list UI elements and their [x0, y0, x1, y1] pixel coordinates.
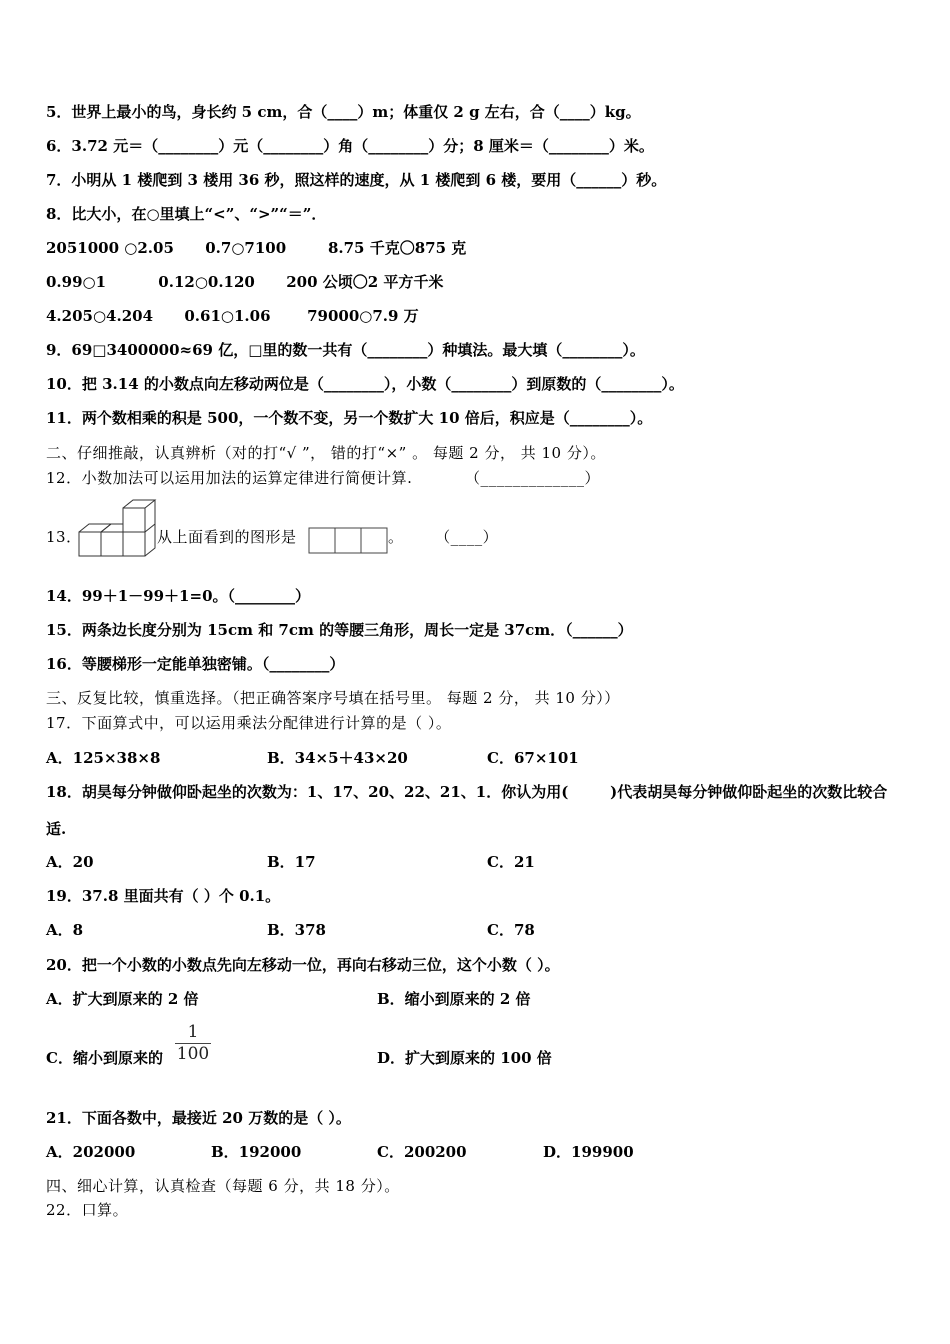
q21-option-b[interactable]: B．192000: [211, 1143, 302, 1161]
question-5: 5．世界上最小的鸟，身长约 5 cm，合（____）m；体重仅 2 g 左右，合（____）kg。: [46, 103, 641, 121]
cube-stack-figure: [77, 498, 159, 560]
q20-fraction: [175, 1022, 211, 1064]
question-17: 17．下面算式中，可以运用乘法分配律进行计算的是（ ）。: [46, 714, 452, 732]
question-16: 16．等腰梯形一定能单独密铺。（________）: [46, 655, 345, 673]
question-22: 22．口算。: [46, 1201, 129, 1219]
q20-option-b[interactable]: B．缩小到原来的 2 倍: [377, 990, 531, 1008]
question-8-row-1: 2051000 ○2.05 0.7○7100 8.75 千克〇875 克: [46, 239, 467, 257]
question-12: 12．小数加法可以运用加法的运算定律进行简便计算. （_____________）: [46, 469, 601, 487]
fraction-denominator: 100: [176, 1044, 210, 1064]
q20-option-d[interactable]: D．扩大到原来的 100 倍: [377, 1049, 552, 1067]
question-8-row-3: 4.205○4.204 0.61○1.06 79000○7.9 万: [46, 307, 419, 325]
question-9: 9．69□3400000≈69 亿，□里的数一共有（________）种填法。最大填（________）。: [46, 341, 645, 359]
q20-option-a[interactable]: A．扩大到原来的 2 倍: [46, 990, 199, 1008]
question-21: 21．下面各数中，最接近 20 万数的是（ ）。: [46, 1109, 351, 1127]
section-3-heading: 三、反复比较，慎重选择。（把正确答案序号填在括号里。 每题 2 分， 共 10 分））: [46, 689, 620, 707]
q18-option-a[interactable]: A．20: [46, 853, 94, 871]
q21-option-c[interactable]: C．200200: [377, 1143, 467, 1161]
question-10: 10．把 3.14 的小数点向左移动两位是（________），小数（________）到原数的（________）。: [46, 375, 684, 393]
q17-option-a[interactable]: A．125×38×8: [46, 749, 161, 767]
q21-option-a[interactable]: A．202000: [46, 1143, 136, 1161]
top-view-figure: [308, 527, 388, 555]
question-13-text: 从上面看到的图形是: [157, 528, 297, 546]
question-19: 19．37.8 里面共有（ ）个 0.1。: [46, 887, 281, 905]
question-14: 14．99＋1－99＋1=0。（________）: [46, 587, 311, 605]
q20-option-c[interactable]: C．缩小到原来的: [46, 1049, 163, 1067]
q18-option-b[interactable]: B．17: [267, 853, 316, 871]
q19-option-b[interactable]: B．378: [267, 921, 326, 939]
question-8: 8．比大小，在○里填上“<”、“>”“＝”．: [46, 205, 327, 223]
q19-option-a[interactable]: A．8: [46, 921, 84, 939]
question-13-tail: 。 （____）: [388, 528, 499, 546]
q17-option-c[interactable]: C．67×101: [487, 749, 579, 767]
question-15: 15．两条边长度分别为 15cm 和 7cm 的等腰三角形，周长一定是 37cm．（______）: [46, 621, 633, 639]
q17-option-b[interactable]: B．34×5＋43×20: [267, 749, 408, 767]
question-6: 6．3.72 元＝（________）元（________）角（________）分；8 厘米＝（________）米。: [46, 137, 654, 155]
question-8-row-2: 0.99○1 0.12○0.120 200 公顷〇2 平方千米: [46, 273, 444, 291]
q18-option-c[interactable]: C．21: [487, 853, 535, 871]
question-18-line-2: 适.: [46, 820, 67, 838]
section-2-heading: 二、仔细推敲，认真辨析（对的打“√ ”， 错的打“×” 。 每题 2 分， 共 10 分）。: [46, 444, 606, 462]
question-18-line-1: 18．胡昊每分钟做仰卧起坐的次数为：1、17、20、22、21、1．你认为用( )代表胡昊每分钟做仰卧起坐的次数比较合: [46, 783, 888, 801]
q21-option-d[interactable]: D．199900: [543, 1143, 634, 1161]
question-11: 11．两个数相乘的积是 500，一个数不变，另一个数扩大 10 倍后，积应是（________）。: [46, 409, 653, 427]
fraction-numerator: 1: [175, 1022, 211, 1044]
section-4-heading: 四、细心计算，认真检查（每题 6 分，共 18 分）。: [46, 1177, 400, 1195]
question-7: 7．小明从 1 楼爬到 3 楼用 36 秒，照这样的速度，从 1 楼爬到 6 楼，要用（______）秒。: [46, 171, 667, 189]
question-20: 20．把一个小数的小数点先向左移动一位，再向右移动三位，这个小数（ ）。: [46, 956, 560, 974]
question-13-number: 13．: [46, 528, 82, 546]
q19-option-c[interactable]: C．78: [487, 921, 535, 939]
